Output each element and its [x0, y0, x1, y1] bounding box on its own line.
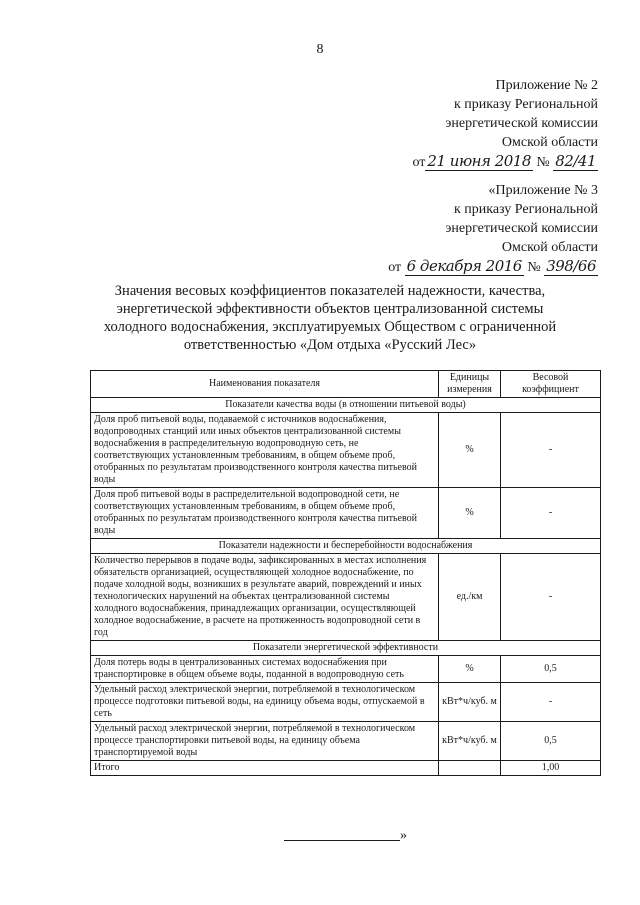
indicator-unit: кВт*ч/куб. м — [439, 722, 501, 761]
indicators-table — [90, 370, 601, 776]
table-total-row — [91, 761, 601, 776]
date-prefix: от — [412, 155, 426, 170]
header-unit: Единицы измерения — [439, 371, 501, 398]
appendix-order-line: к приказу Региональной — [453, 202, 598, 217]
header-name: Наименования показателя — [91, 371, 439, 398]
section-title: Показатели надежности и бесперебойности водоснабжения — [91, 539, 601, 554]
indicator-coefficient: - — [501, 554, 601, 641]
section-row-energy — [91, 641, 601, 656]
indicator-name: Удельный расход электрической энергии, потребляемой в технологическом процессе транспортировки питьевой воды, на единицу объема транспортируемой воды — [91, 722, 439, 761]
appendix-header-previous — [388, 181, 598, 277]
table-row — [91, 656, 601, 683]
table-row — [91, 722, 601, 761]
indicator-unit: кВт*ч/куб. м — [439, 683, 501, 722]
number-prefix: № — [536, 155, 550, 170]
date-prefix: от — [388, 260, 402, 275]
page-number: 8 — [316, 42, 324, 57]
closing-rule — [284, 830, 400, 841]
section-row-reliability — [91, 539, 601, 554]
indicator-name: Удельный расход электрической энергии, потребляемой в технологическом процессе подготовки питьевой воды, на единицу объема воды, отпускаемой в сеть — [91, 683, 439, 722]
appendix-date-number-line — [388, 257, 598, 277]
indicator-name: Доля проб питьевой воды в распределительной водопроводной сети, не соответствующих установленным требованиям, в общем объеме проб, отобранных по результатам производственного контроля качества питьевой воды — [91, 488, 439, 539]
appendix-header-current — [412, 76, 598, 172]
appendix-date-number-line — [412, 152, 598, 172]
indicator-coefficient: - — [501, 683, 601, 722]
indicator-name: Доля проб питьевой воды, подаваемой с источников водоснабжения, водопроводных станций или иных объектов централизованной системы водоснабжения в распределительную водопроводную сеть, не соответствующих установленным требованиям, в общем объеме проб, отобранных по результатам производственного контроля качества питьевой воды — [91, 413, 439, 488]
number-prefix: № — [527, 260, 541, 275]
indicator-unit: ед./км — [439, 554, 501, 641]
total-coefficient: 1,00 — [501, 761, 601, 776]
section-title: Показатели энергетической эффективности — [91, 641, 601, 656]
section-row-quality — [91, 398, 601, 413]
indicator-unit: % — [439, 488, 501, 539]
indicator-coefficient: 0,5 — [501, 722, 601, 761]
closing-quote: » — [400, 828, 407, 843]
document-title — [60, 282, 600, 354]
appendix-order-line: к приказу Региональной — [453, 97, 598, 112]
appendix-region-line: Омской области — [501, 135, 598, 150]
total-label: Итого — [91, 761, 439, 776]
indicator-coefficient: 0,5 — [501, 656, 601, 683]
title-line: ответственностью «Дом отдыха «Русский Лес» — [183, 337, 477, 353]
title-line: энергетической эффективности объектов централизованной системы — [116, 301, 544, 317]
indicator-name: Количество перерывов в подаче воды, зафиксированных в местах исполнения обязательств организацией, осуществляющей холодное водоснабжение, по подаче холодной воды, возникших в результате аварий, повреждений и иных технологических нарушений на объектах централизованной системы холодного водоснабжения, принадлежащих организации, осуществляющей холодное водоснабжение, в расчете на протяженность водопроводной сети в год — [91, 554, 439, 641]
table-row — [91, 683, 601, 722]
title-line: Значения весовых коэффициентов показателей надежности, качества, — [114, 283, 546, 299]
appendix-region-line: Омской области — [501, 240, 598, 255]
handwritten-date: 6 декабря 2016 — [406, 257, 522, 275]
indicator-unit: % — [439, 656, 501, 683]
table-row — [91, 413, 601, 488]
total-unit — [439, 761, 501, 776]
appendix-commission-line: энергетической комиссии — [445, 221, 598, 236]
section-title: Показатели качества воды (в отношении питьевой воды) — [91, 398, 601, 413]
appendix-commission-line: энергетической комиссии — [445, 116, 598, 131]
appendix-title: «Приложение № 3 — [488, 183, 598, 198]
indicator-name: Доля потерь воды в централизованных системах водоснабжения при транспортировке в общем объеме воды, поданной в водопроводную сеть — [91, 656, 439, 683]
handwritten-date: 21 июня 2018 — [427, 152, 531, 170]
title-line: холодного водоснабжения, эксплуатируемых Обществом с ограниченной — [103, 319, 557, 335]
closing-mark — [284, 828, 407, 844]
indicator-coefficient: - — [501, 413, 601, 488]
handwritten-order-number: 82/41 — [555, 152, 596, 170]
indicator-coefficient: - — [501, 488, 601, 539]
table-header-row — [91, 371, 601, 398]
table-row — [91, 488, 601, 539]
table-row — [91, 554, 601, 641]
header-coefficient: Весовой коэффициент — [501, 371, 601, 398]
handwritten-order-number: 398/66 — [546, 257, 596, 275]
indicator-unit: % — [439, 413, 501, 488]
appendix-title: Приложение № 2 — [495, 78, 598, 93]
